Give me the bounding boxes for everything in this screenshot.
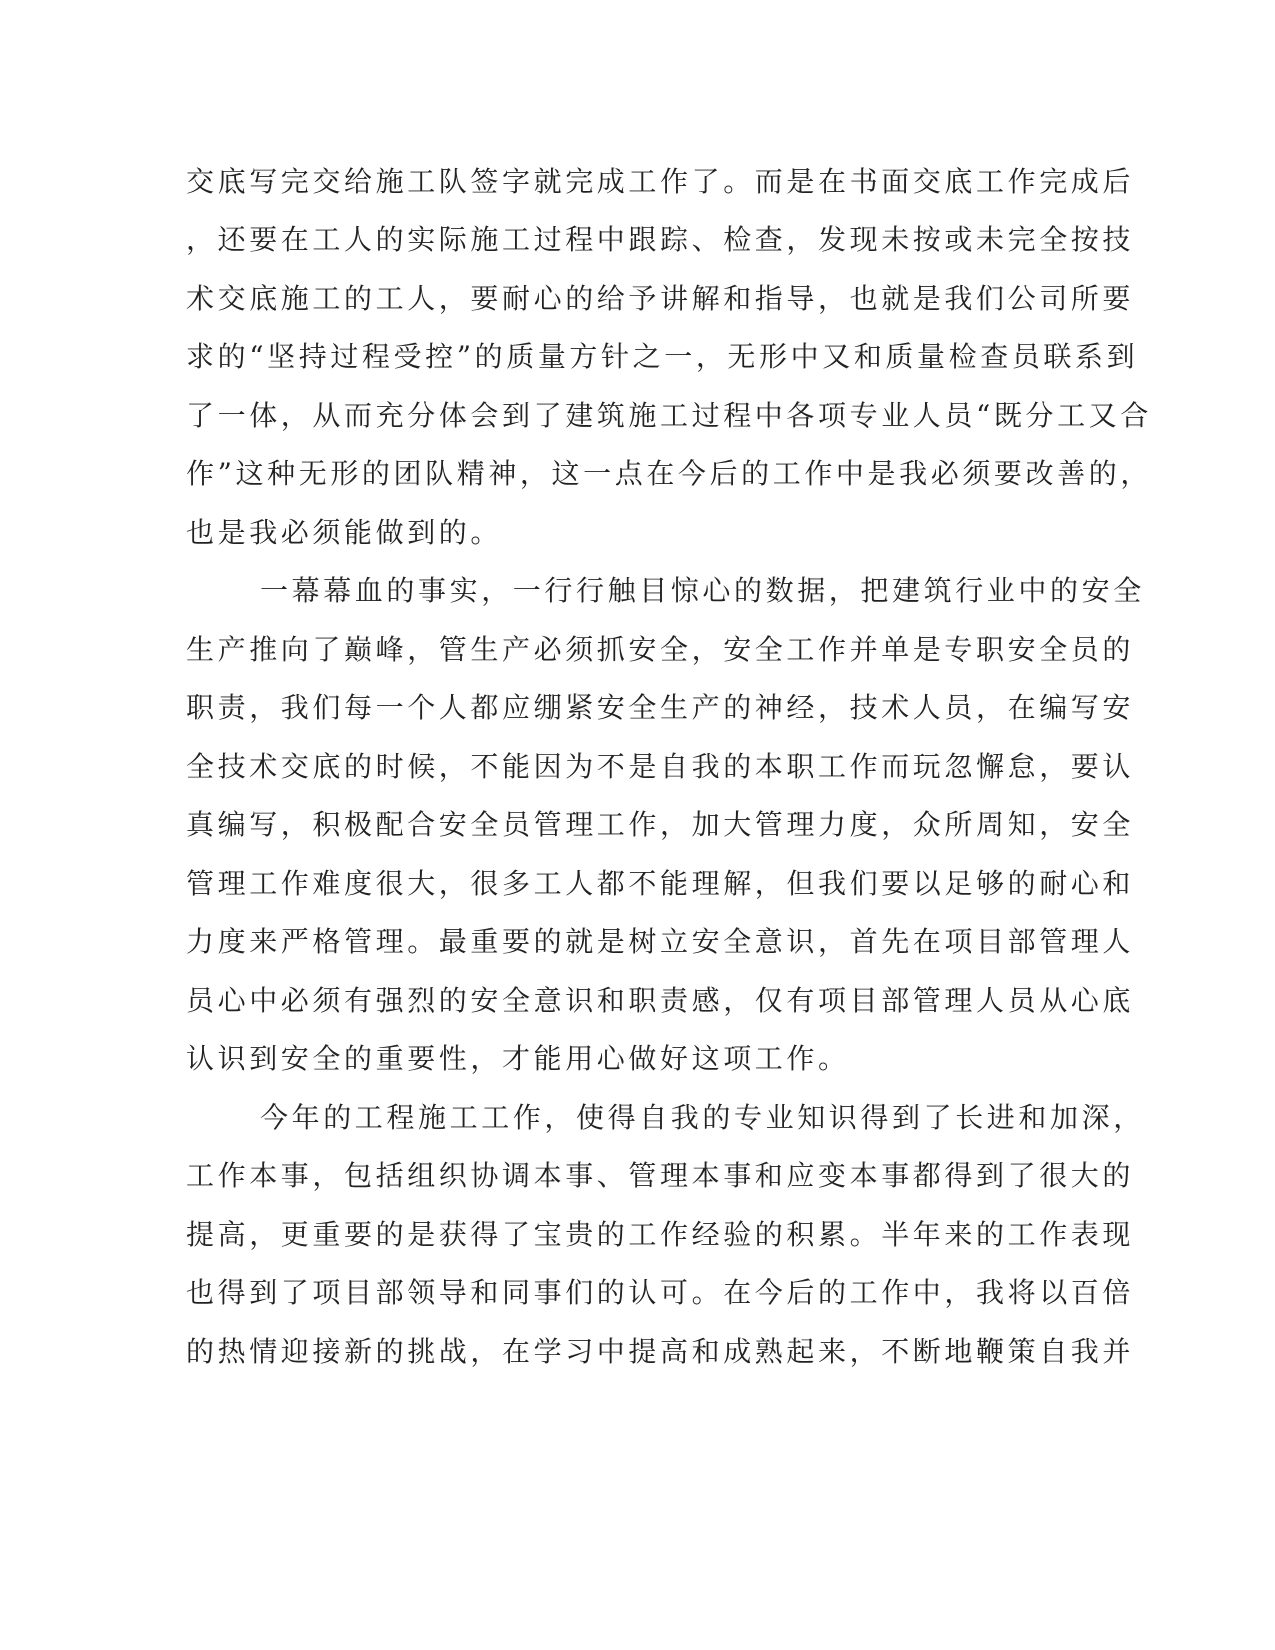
paragraph-1-line-6: 作”这种无形的团队精神，这一点在今后的工作中是我必须要改善的，	[186, 457, 1152, 490]
paragraph-1-line-4: 求的“坚持过程受控”的质量方针之一，无形中又和质量检查员联系到	[186, 340, 1139, 373]
paragraph-2-line-9: 认识到安全的重要性，才能用心做好这项工作。	[186, 1042, 850, 1075]
paragraph-3-line-4: 也得到了项目部领导和同事们的认可。在今后的工作中，我将以百倍	[186, 1276, 1135, 1309]
paragraph-2-line-7: 力度来严格管理。最重要的就是树立安全意识，首先在项目部管理人	[186, 925, 1135, 958]
paragraph-2-line-3: 职责，我们每一个人都应绷紧安全生产的神经，技术人员，在编写安	[186, 691, 1135, 724]
paragraph-1-line-5: 了一体，从而充分体会到了建筑施工过程中各项专业人员“既分工又合	[186, 399, 1152, 432]
paragraph-3-line-1: 今年的工程施工工作，使得自我的专业知识得到了长进和加深，	[260, 1101, 1145, 1134]
paragraph-1-line-7: 也是我必须能做到的。	[186, 516, 503, 549]
paragraph-2-line-2: 生产推向了巅峰，管生产必须抓安全，安全工作并单是专职安全员的	[186, 633, 1135, 666]
paragraph-2-line-4: 全技术交底的时候，不能因为不是自我的本职工作而玩忽懈怠，要认	[186, 750, 1135, 783]
paragraph-2-line-6: 管理工作难度很大，很多工人都不能理解，但我们要以足够的耐心和	[186, 867, 1135, 900]
paragraph-2-line-1: 一幕幕血的事实，一行行触目惊心的数据，把建筑行业中的安全	[260, 574, 1145, 607]
paragraph-1-line-2: ，还要在工人的实际施工过程中跟踪、检查，发现未按或未完全按技	[186, 223, 1135, 256]
paragraph-1-line-1: 交底写完交给施工队签字就完成工作了。而是在书面交底工作完成后	[186, 165, 1135, 198]
paragraph-2-line-5: 真编写，积极配合安全员管理工作，加大管理力度，众所周知，安全	[186, 808, 1135, 841]
paragraph-2-line-8: 员心中必须有强烈的安全意识和职责感，仅有项目部管理人员从心底	[186, 984, 1135, 1017]
paragraph-3-line-3: 提高，更重要的是获得了宝贵的工作经验的积累。半年来的工作表现	[186, 1218, 1135, 1251]
paragraph-3-line-5: 的热情迎接新的挑战，在学习中提高和成熟起来，不断地鞭策自我并	[186, 1335, 1135, 1368]
paragraph-1-line-3: 术交底施工的工人，要耐心的给予讲解和指导，也就是我们公司所要	[186, 282, 1135, 315]
paragraph-3-line-2: 工作本事，包括组织协调本事、管理本事和应变本事都得到了很大的	[186, 1159, 1135, 1192]
